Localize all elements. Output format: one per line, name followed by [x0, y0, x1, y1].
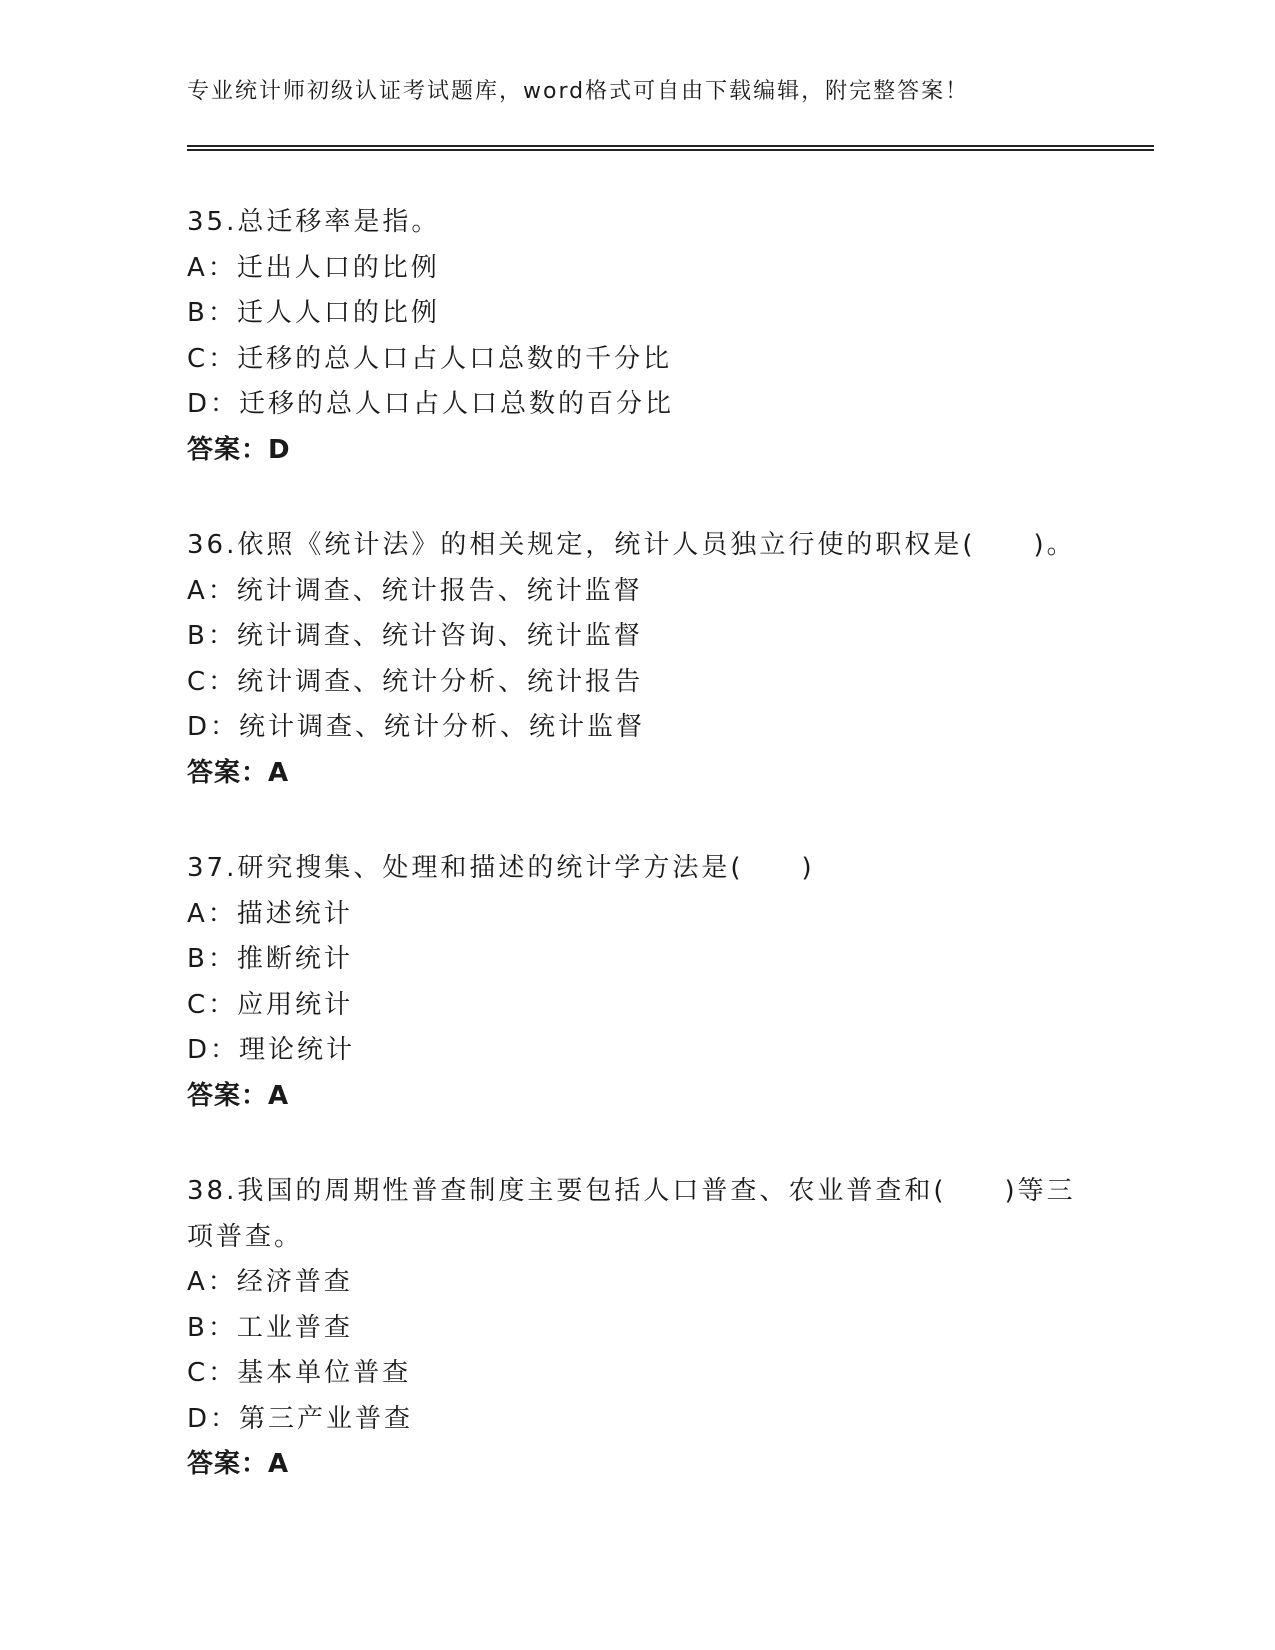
question-stem: 37.研究搜集、处理和描述的统计学方法是( ) — [187, 853, 815, 883]
option-c: C：应用统计 — [187, 989, 354, 1020]
question-35 — [187, 200, 1087, 473]
option-c: C：迁移的总人口占人口总数的千分比 — [187, 343, 673, 374]
option-b: B：推断统计 — [187, 944, 353, 974]
option-c: C：统计调查、统计分析、统计报告 — [187, 666, 644, 697]
question-stem-continued: 项普查。 — [187, 1221, 304, 1252]
question-stem: 38.我国的周期性普查制度主要包括人口普查、农业普查和( )等三 — [187, 1176, 1076, 1206]
option-d: D：迁移的总人口占人口总数的百分比 — [187, 389, 675, 419]
answer: 答案：A — [187, 1080, 290, 1111]
answer: 答案：A — [187, 1449, 290, 1479]
option-b: B：迁人人口的比例 — [187, 298, 440, 328]
question-36 — [187, 523, 1087, 796]
option-a: A：迁出人口的比例 — [187, 252, 440, 283]
option-d: D：统计调查、统计分析、统计监督 — [187, 712, 646, 742]
answer: 答案：A — [187, 757, 290, 788]
question-stem: 35.总迁移率是指。 — [187, 207, 441, 237]
page-header: 专业统计师初级认证考试题库，word格式可自由下载编辑，附完整答案！ — [187, 79, 970, 104]
option-c: C：基本单位普查 — [187, 1358, 412, 1388]
option-a: A：描述统计 — [187, 898, 353, 929]
header-rule-line-top — [187, 145, 1154, 147]
question-list — [187, 200, 1087, 1538]
option-b: B：工业普查 — [187, 1312, 353, 1343]
option-a: A：统计调查、统计报告、统计监督 — [187, 575, 643, 606]
question-37 — [187, 846, 1087, 1119]
option-d: D：第三产业普查 — [187, 1403, 414, 1434]
header-double-rule — [187, 145, 1154, 151]
option-a: A：经济普查 — [187, 1267, 353, 1297]
answer: 答案：D — [187, 434, 291, 465]
option-d: D：理论统计 — [187, 1035, 356, 1065]
question-38 — [187, 1169, 1087, 1488]
question-stem: 36.依照《统计法》的相关规定，统计人员独立行使的职权是( )。 — [187, 530, 1076, 560]
option-b: B：统计调查、统计咨询、统计监督 — [187, 621, 643, 651]
header-rule-line-bottom — [187, 149, 1154, 151]
